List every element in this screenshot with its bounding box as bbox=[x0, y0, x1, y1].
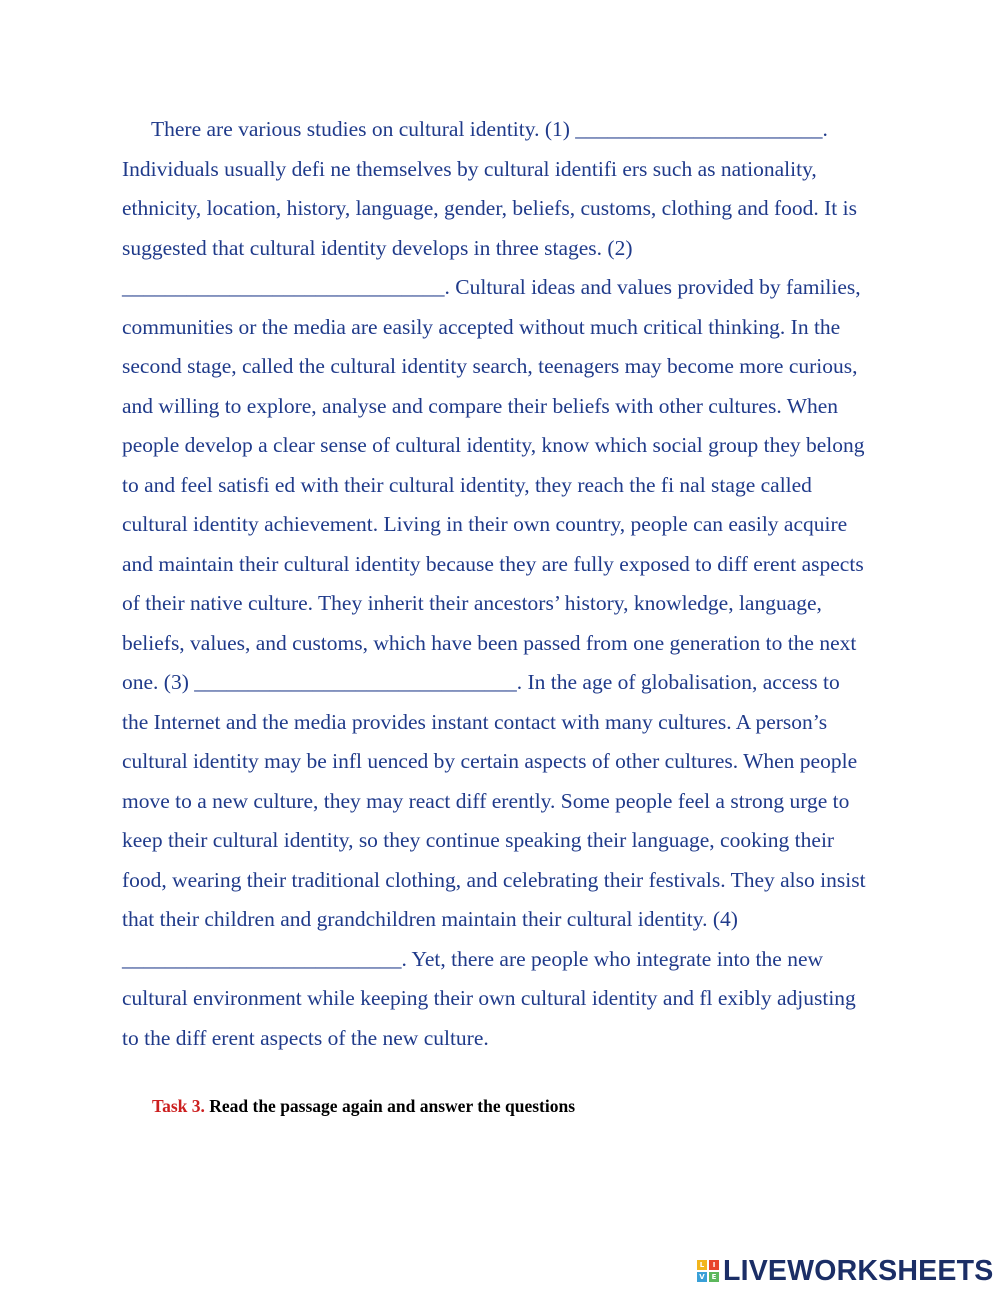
passage-line: Individuals usually defi ne themselves by cultural identifi ers such as nationality, bbox=[122, 156, 817, 181]
passage-line: to the diff erent aspects of the new culture. bbox=[122, 1025, 489, 1050]
logo-tile: I bbox=[709, 1260, 719, 1270]
logo-tile: V bbox=[697, 1272, 707, 1282]
task-instruction: Read the passage again and answer the questions bbox=[209, 1096, 576, 1116]
passage-line: and maintain their cultural identity because they are fully exposed to diff erent aspects bbox=[122, 551, 864, 576]
passage-line: cultural identity achievement. Living in their own country, people can easily acquire bbox=[122, 512, 848, 536]
passage-line: food, wearing their traditional clothing, and celebrating their festivals. They also insist bbox=[122, 867, 866, 892]
passage-line: keep their cultural identity, so they continue speaking their language, cooking their bbox=[122, 828, 835, 852]
passage-line: ethnicity, location, history, language, gender, beliefs, customs, clothing and food. It is bbox=[122, 196, 857, 220]
passage-line: one. (3) ______________________________. In the age of globalisation, access to bbox=[122, 670, 840, 694]
passage-line: people develop a clear sense of cultural identity, know which social group they belong bbox=[122, 433, 865, 457]
liveworksheets-logo bbox=[697, 1255, 993, 1287]
passage-line: that their children and grandchildren maintain their cultural identity. (4) bbox=[122, 907, 738, 931]
passage-line: suggested that cultural identity develops in three stages. (2) bbox=[122, 235, 633, 260]
passage-line: to and feel satisfi ed with their cultural identity, they reach the fi nal stage called bbox=[122, 472, 812, 497]
passage-line: cultural identity may be infl uenced by certain aspects of other cultures. When people bbox=[122, 749, 858, 773]
passage-line: cultural environment while keeping their own cultural identity and fl exibly adjusting bbox=[122, 986, 856, 1010]
logo-grid-icon bbox=[697, 1260, 719, 1282]
brand-name: LIVEWORKSHEETS bbox=[723, 1254, 994, 1287]
passage-line: move to a new culture, they may react diff erently. Some people feel a strong urge to bbox=[122, 788, 850, 813]
passage-line: ______________________________. Cultural ideas and values provided by families, bbox=[122, 275, 861, 299]
passage-line: and willing to explore, analyse and compare their beliefs with other cultures. When bbox=[122, 393, 839, 418]
task-label: Task 3. bbox=[152, 1096, 205, 1116]
logo-tile: L bbox=[697, 1260, 707, 1270]
passage-line: of their native culture. They inherit their ancestors’ history, knowledge, language, bbox=[122, 591, 822, 615]
logo-tile: E bbox=[709, 1272, 719, 1282]
passage-line: __________________________. Yet, there are people who integrate into the new bbox=[122, 946, 824, 971]
task-heading bbox=[152, 1096, 575, 1117]
passage-line: the Internet and the media provides instant contact with many cultures. A person’s bbox=[122, 709, 828, 734]
passage-line: communities or the media are easily accepted without much critical thinking. In the bbox=[122, 314, 841, 339]
passage-line: There are various studies on cultural identity. (1) _______________________. bbox=[151, 117, 828, 141]
passage-line: beliefs, values, and customs, which have been passed from one generation to the next bbox=[122, 630, 857, 655]
reading-passage bbox=[122, 110, 922, 1058]
passage-line: second stage, called the cultural identity search, teenagers may become more curious, bbox=[122, 354, 858, 378]
